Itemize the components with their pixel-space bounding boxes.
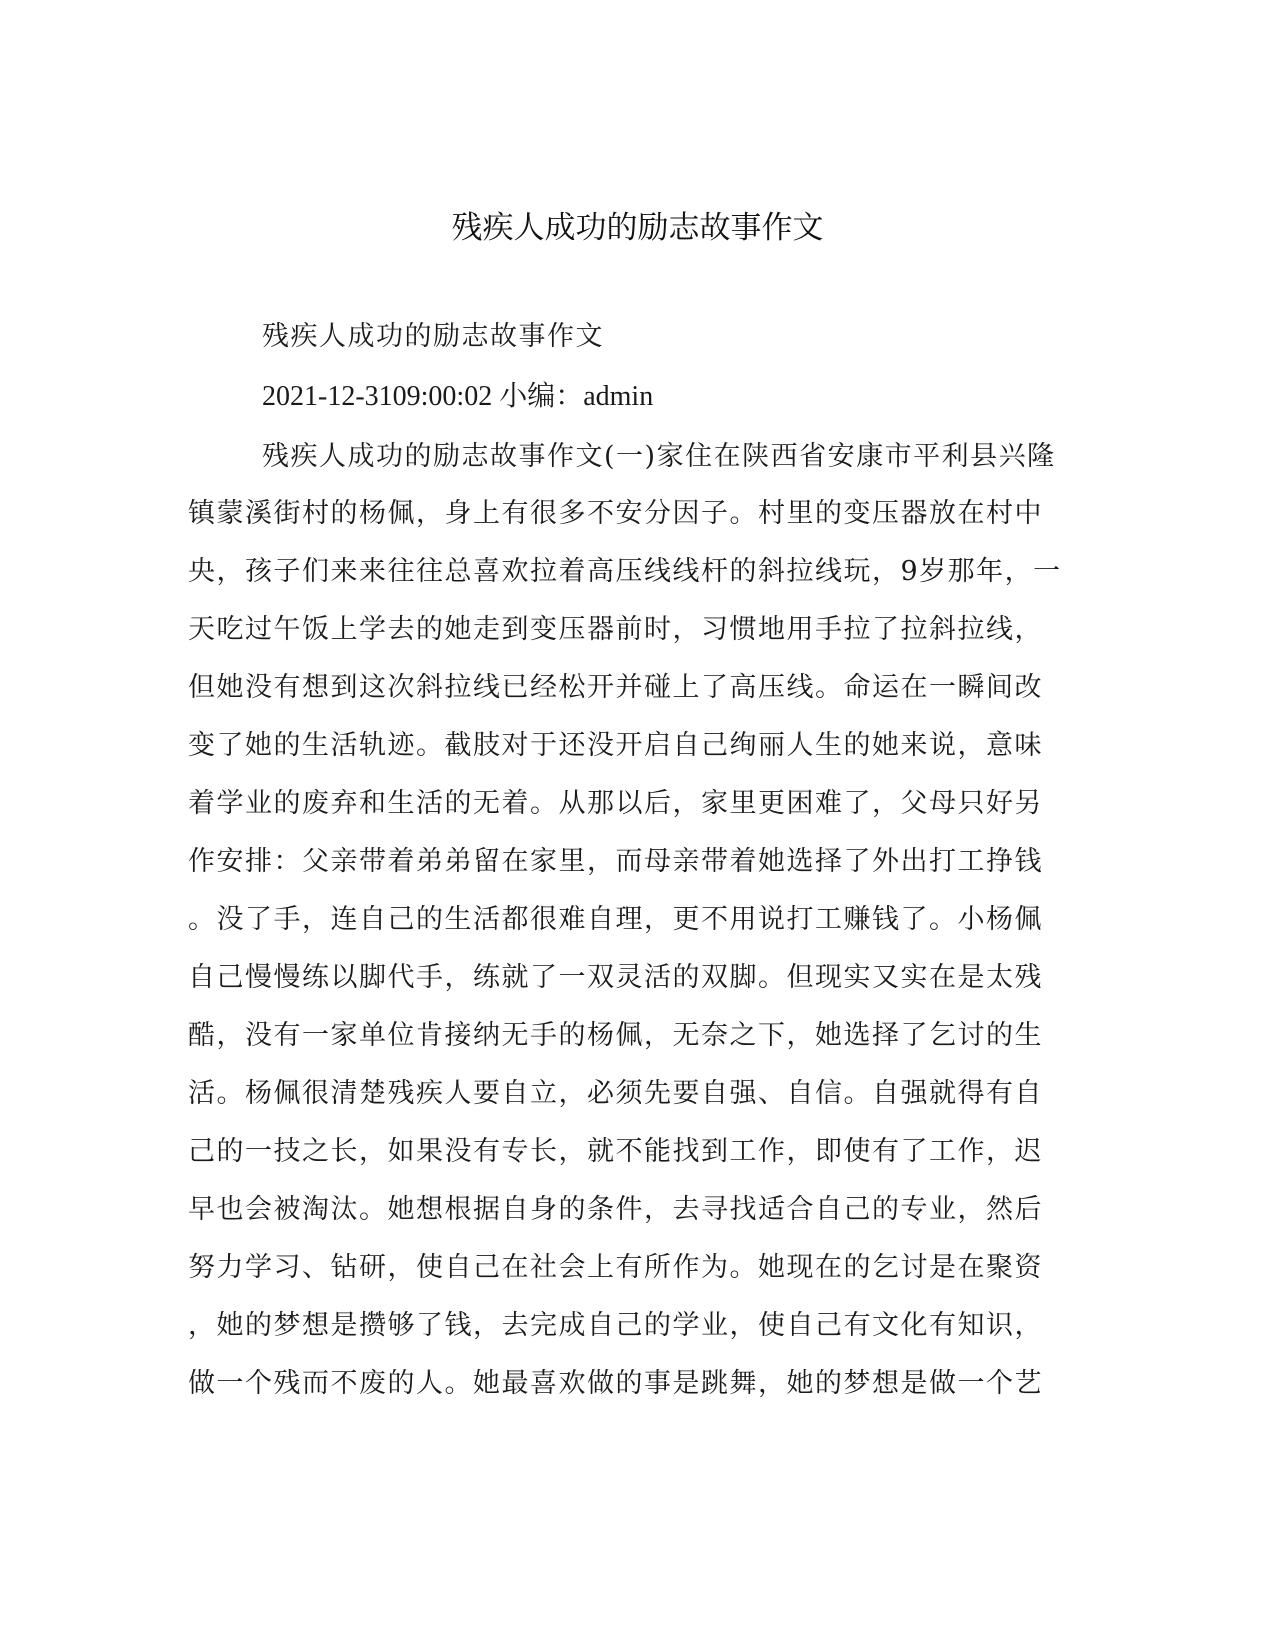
body-line: 做一个残而不废的人。她最喜欢做的事是跳舞，她的梦想是做一个艺 — [188, 1368, 1043, 1399]
body-line: 己的一技之长，如果没有专长，就不能找到工作，即使有了工作，迟 — [188, 1136, 1043, 1167]
subtitle-line: 残疾人成功的励志故事作文 — [262, 321, 604, 352]
body-line: 酷，没有一家单位肯接纳无手的杨佩，无奈之下，她选择了乞讨的生 — [188, 1020, 1043, 1051]
body-line: 但她没有想到这次斜拉线已经松开并碰上了高压线。命运在一瞬间改 — [188, 672, 1043, 703]
body-line: 镇蒙溪街村的杨佩，身上有很多不安分因子。村里的变压器放在村中 — [188, 498, 1043, 529]
body-line: 着学业的废弃和生活的无着。从那以后，家里更困难了，父母只好另 — [188, 788, 1043, 819]
body-line: 努力学习、钻研，使自己在社会上有所作为。她现在的乞讨是在聚资 — [188, 1252, 1043, 1283]
body-line: 央，孩子们来来往往总喜欢拉着高压线线杆的斜拉线玩，9岁那年，一 — [188, 556, 1062, 587]
document-title: 残疾人成功的励志故事作文 — [451, 210, 824, 246]
body-line: 活。杨佩很清楚残疾人要自立，必须先要自强、自信。自强就得有自 — [188, 1078, 1043, 1109]
body-line: ，她的梦想是攒够了钱，去完成自己的学业，使自己有文化有知识， — [188, 1310, 1043, 1341]
body-line: 残疾人成功的励志故事作文(一)家住在陕西省安康市平利县兴隆 — [262, 441, 1056, 472]
meta-line: 2021-12-3109:00:02 小编：admin — [262, 381, 654, 412]
body-line: 作安排：父亲带着弟弟留在家里，而母亲带着她选择了外出打工挣钱 — [188, 846, 1043, 877]
body-line: 早也会被淘汰。她想根据自身的条件，去寻找适合自己的专业，然后 — [188, 1194, 1043, 1225]
body-line: 自己慢慢练以脚代手，练就了一双灵活的双脚。但现实又实在是太残 — [188, 962, 1043, 993]
body-line: 天吃过午饭上学去的她走到变压器前时，习惯地用手拉了拉斜拉线， — [188, 614, 1043, 645]
body-line: 变了她的生活轨迹。截肢对于还没开启自己绚丽人生的她来说，意味 — [188, 730, 1043, 761]
body-line: 。没了手，连自己的生活都很难自理，更不用说打工赚钱了。小杨佩 — [188, 904, 1043, 935]
